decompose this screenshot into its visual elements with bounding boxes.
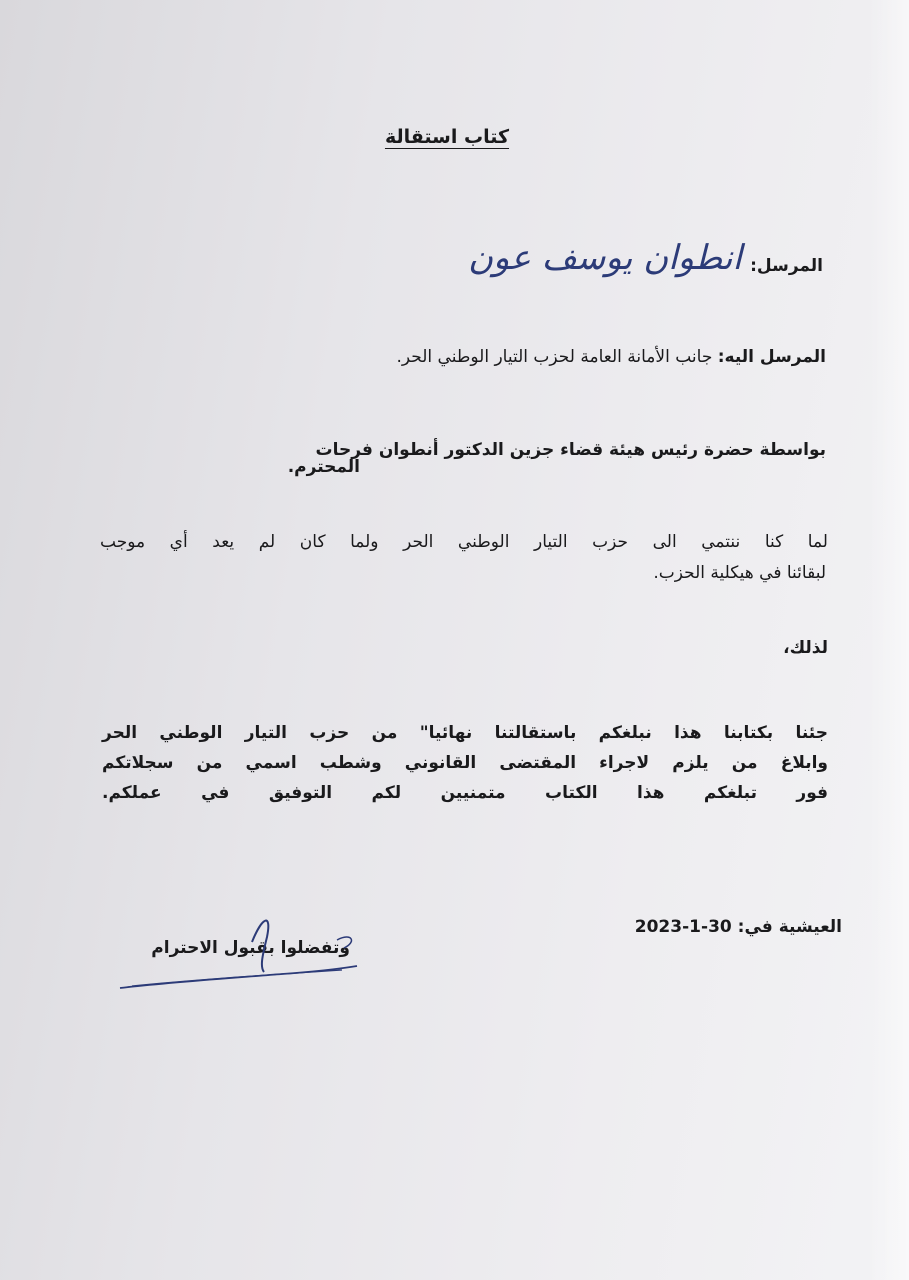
letter-title: كتاب استقالة — [384, 126, 510, 148]
place-date: العيشية في: 30-1-2023 — [634, 917, 842, 937]
via-line-2: المحترم. — [287, 457, 360, 477]
sender-label: المرسل: — [750, 256, 823, 276]
paragraph-2-line-2: وابلاغ من يلزم لاجراء المقتضى القانوني وشطب اسمي من سجلاتكم — [102, 753, 828, 773]
via-line-1: بواسطة حضرة رئيس هيئة قضاء جزين الدكتور أنطوان فرحات — [315, 440, 826, 460]
therefore-word: لذلك، — [783, 638, 828, 658]
paragraph-2-line-3: فور تبلغكم هذا الكتاب متمنيين لكم التوفيق في عملكم. — [102, 783, 828, 803]
recipient-line — [330, 346, 826, 368]
closing-line: وتفضلوا بقبول الاحترام — [151, 938, 350, 958]
paragraph-1-line-2: لبقائنا في هيكلية الحزب. — [653, 563, 826, 583]
recipient-label: المرسل اليه: — [717, 347, 826, 367]
recipient-text: جانب الأمانة العامة لحزب التيار الوطني الحر. — [396, 347, 713, 367]
signature-scribble — [112, 912, 362, 992]
paragraph-2-line-1: جئنا بكتابنا هذا نبلغكم باستقالتنا نهائيا" من حزب التيار الوطني الحر — [102, 723, 828, 743]
paragraph-1-line-1: لما كنا ننتمي الى حزب التيار الوطني الحر ولما كان لم يعد أي موجب — [100, 532, 828, 552]
sender-name-handwritten: انطوان يوسف عون — [468, 238, 742, 278]
paper-edge — [869, 0, 909, 1280]
